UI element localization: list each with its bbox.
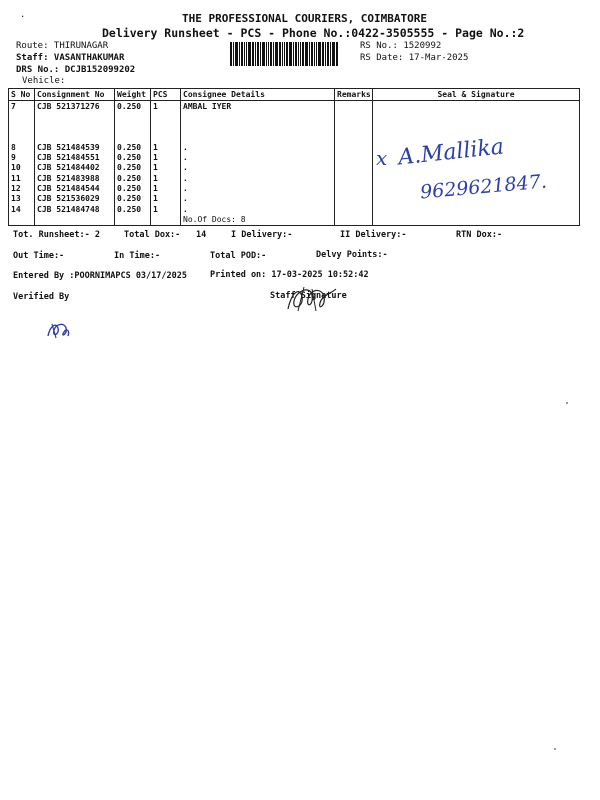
cell-sno: 14 (9, 204, 35, 214)
cell-sno (9, 122, 35, 132)
cell-remarks (335, 194, 373, 204)
cell-pcs (151, 122, 181, 132)
col-weight-header: Weight (115, 89, 151, 101)
total-dox-label: Total Dox:- (124, 230, 181, 240)
i-delivery: I Delivery:- (231, 230, 293, 240)
cell-consignee: . (181, 163, 335, 173)
verified-by: Verified By (13, 292, 70, 302)
cell-pcs (151, 214, 181, 225)
cell-consignment: CJB 521484544 (35, 183, 115, 193)
cell-no-of-docs: No.Of Docs: 8 (181, 214, 335, 225)
col-remarks-header: Remarks (335, 89, 373, 101)
cell-weight: 0.250 (115, 163, 151, 173)
cell-seal (373, 111, 580, 121)
cell-pcs: 1 (151, 152, 181, 162)
vehicle-label: Vehicle: (22, 76, 66, 86)
table-row (9, 214, 580, 225)
cell-pcs: 1 (151, 194, 181, 204)
cell-remarks (335, 173, 373, 183)
cell-pcs: 1 (151, 183, 181, 193)
cell-consignment: CJB 521484748 (35, 204, 115, 214)
cell-sno: 12 (9, 183, 35, 193)
delvy-points: Delvy Points:- (316, 250, 388, 260)
cell-weight: 0.250 (115, 142, 151, 152)
cell-sno: 13 (9, 194, 35, 204)
cell-consignee (181, 111, 335, 121)
cell-weight (115, 111, 151, 121)
cell-consignee: AMBAL IYER (181, 101, 335, 112)
cell-remarks (335, 204, 373, 214)
out-time: Out Time:- (13, 251, 65, 261)
printed-on: Printed on: 17-03-2025 10:52:42 (210, 270, 369, 280)
entered-by: Entered By :POORNIMAPCS 03/17/2025 (13, 271, 187, 281)
cell-sno: 7 (9, 101, 35, 112)
cell-pcs (151, 132, 181, 142)
table-row (9, 101, 580, 112)
cell-seal (373, 122, 580, 132)
table-row (9, 204, 580, 214)
table-row (9, 111, 580, 121)
staff-label: Staff: VASANTHAKUMAR (16, 53, 125, 63)
total-runsheet: Tot. Runsheet:- 2 (13, 230, 100, 240)
cell-pcs: 1 (151, 173, 181, 183)
barcode (230, 42, 354, 66)
drs-label: DRS No.: DCJB152099202 (16, 65, 136, 75)
rs-no-label: RS No.: 1520992 (360, 41, 442, 51)
cell-consignee: . (181, 173, 335, 183)
cell-consignment: CJB 521484402 (35, 163, 115, 173)
staff-signature-label: Staff Signature (270, 291, 347, 301)
verified-signature-scribble (44, 318, 74, 342)
cell-sno: 9 (9, 152, 35, 162)
cell-pcs: 1 (151, 163, 181, 173)
cell-remarks (335, 183, 373, 193)
cell-consignment (35, 132, 115, 142)
cell-sno: 11 (9, 173, 35, 183)
cell-sno (9, 214, 35, 225)
staff-signature-scribble (282, 283, 342, 315)
table-row (9, 122, 580, 132)
col-consignment-header: Consignment No (35, 89, 115, 101)
cell-remarks (335, 214, 373, 225)
cell-sno: 10 (9, 163, 35, 173)
cell-consignee: . (181, 194, 335, 204)
cell-sno (9, 132, 35, 142)
cell-seal (373, 214, 580, 225)
cell-consignment: CJB 521536029 (35, 194, 115, 204)
cell-remarks (335, 132, 373, 142)
cell-consignment (35, 122, 115, 132)
in-time: In Time:- (114, 251, 161, 261)
cell-seal (373, 101, 580, 112)
cell-consignment: CJB 521371276 (35, 101, 115, 112)
cell-weight: 0.250 (115, 194, 151, 204)
cell-weight (115, 214, 151, 225)
cell-consignee (181, 122, 335, 132)
cell-pcs: 1 (151, 101, 181, 112)
cell-weight: 0.250 (115, 173, 151, 183)
cell-remarks (335, 152, 373, 162)
cell-consignment: CJB 521484551 (35, 152, 115, 162)
rs-date-label: RS Date: 17-Mar-2025 (360, 53, 469, 63)
cell-remarks (335, 142, 373, 152)
table-row (9, 163, 580, 173)
cell-remarks (335, 111, 373, 121)
route-label: Route: THIRUNAGAR (16, 41, 109, 51)
cell-weight: 0.250 (115, 152, 151, 162)
scan-speck (554, 748, 556, 750)
dot-mark: . (20, 10, 26, 20)
total-pod: Total POD:- (210, 251, 267, 261)
rtn-dox: RTN Dox:- (456, 230, 503, 240)
scan-speck (566, 402, 568, 404)
cell-remarks (335, 163, 373, 173)
cell-pcs: 1 (151, 142, 181, 152)
cell-weight: 0.250 (115, 204, 151, 214)
cell-consignee: . (181, 142, 335, 152)
cell-remarks (335, 101, 373, 112)
table-header-row (9, 89, 580, 101)
runsheet-title: Delivery Runsheet - PCS - Phone No.:0422-3505555 - Page No.:2 (102, 26, 525, 40)
cell-consignee (181, 132, 335, 142)
cell-consignment: CJB 521483988 (35, 173, 115, 183)
cell-pcs (151, 111, 181, 121)
cell-weight (115, 122, 151, 132)
cell-remarks (335, 122, 373, 132)
cell-consignee: . (181, 152, 335, 162)
cell-consignment: CJB 521484539 (35, 142, 115, 152)
cell-consignee: . (181, 204, 335, 214)
total-dox-value: 14 (196, 230, 207, 240)
ii-delivery: II Delivery:- (340, 230, 407, 240)
handwritten-recipient-name: A.Mallika (396, 134, 506, 171)
cell-seal (373, 204, 580, 214)
company-title: THE PROFESSIONAL COURIERS, COIMBATORE (182, 12, 428, 25)
col-pcs-header: PCS (151, 89, 181, 101)
cell-sno: 8 (9, 142, 35, 152)
cell-weight: 0.250 (115, 101, 151, 112)
cell-sno (9, 111, 35, 121)
cell-pcs: 1 (151, 204, 181, 214)
col-seal-header: Seal & Signature (373, 89, 580, 101)
handwritten-mark: x (376, 146, 388, 170)
cell-weight: 0.250 (115, 183, 151, 193)
cell-consignee: . (181, 183, 335, 193)
handwritten-phone: 9629621847. (419, 170, 548, 204)
cell-weight (115, 132, 151, 142)
col-sno-header: S No (9, 89, 35, 101)
cell-consignment (35, 214, 115, 225)
col-consignee-header: Consignee Details (181, 89, 335, 101)
cell-consignment (35, 111, 115, 121)
